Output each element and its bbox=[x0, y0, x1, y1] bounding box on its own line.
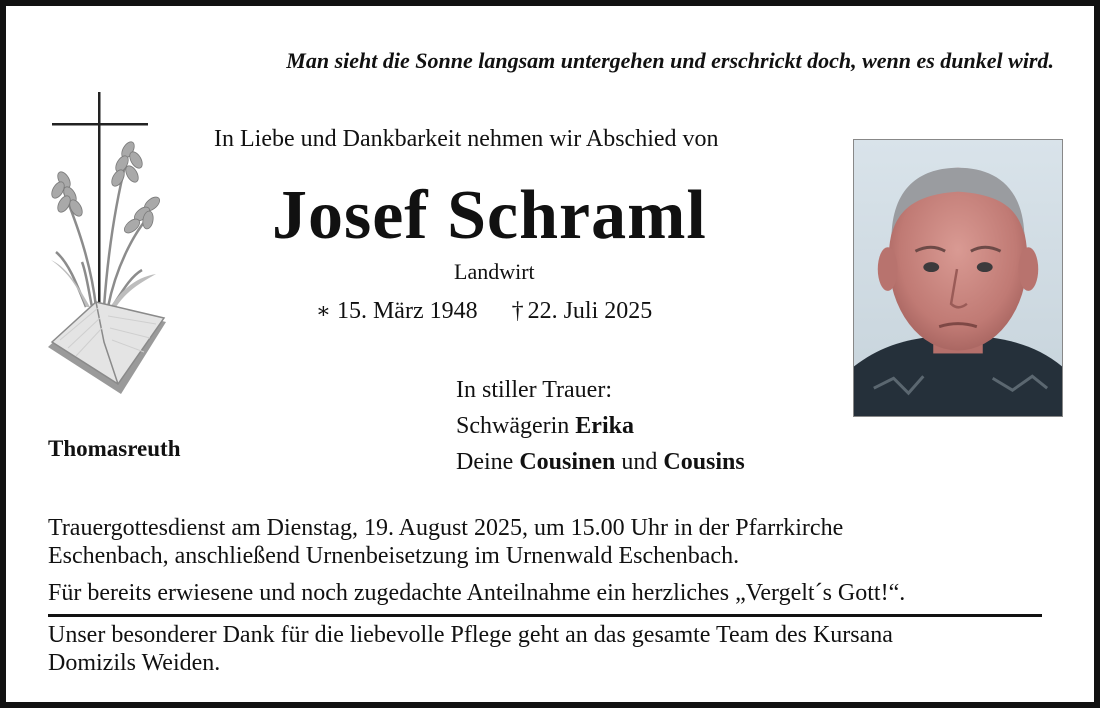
place-name: Thomasreuth bbox=[48, 436, 181, 461]
service-info: Trauergottesdienst am Dienstag, 19. August 2025, um 15.00 Uhr in der Pfarrkirche Eschenbach, anschließend Urnenbeisetzung im Urnenwald Eschenbach. bbox=[48, 515, 844, 569]
deceased-occupation: Landwirt bbox=[454, 259, 535, 284]
motto-quote: Man sieht die Sonne langsam untergehen und erschrickt doch, wenn es dunkel wird. bbox=[286, 48, 1054, 73]
mourner-name-erika: Erika bbox=[575, 413, 634, 439]
cross-wheat-book-emblem bbox=[46, 92, 171, 397]
open-book-icon bbox=[48, 302, 166, 394]
farewell-intro: In Liebe und Dankbarkeit nehmen wir Abschied von bbox=[214, 126, 719, 152]
birth-date: 15. März 1948 bbox=[336, 298, 478, 324]
portrait-photo bbox=[853, 139, 1063, 417]
death-date: 22. Juli 2025 bbox=[527, 298, 653, 324]
deceased-name: Josef Schraml bbox=[272, 177, 707, 254]
divider-line bbox=[48, 614, 1042, 617]
mourner-line-2: Deine Cousinen und Cousins bbox=[456, 449, 745, 475]
thanks-text: Für bereits erwiesene und noch zugedachte Anteilnahme ein herzliches „Vergelt´s Gott!“. bbox=[48, 580, 906, 606]
special-thanks: Unser besonderer Dank für die liebevolle Pflege geht an das gesamte Team des Kursana Domizils Weiden. bbox=[48, 622, 893, 676]
mourner-line-1: Schwägerin Erika bbox=[456, 413, 634, 439]
wheat-ears-icon bbox=[49, 140, 162, 236]
life-dates bbox=[316, 298, 652, 325]
birth-star-icon: ∗ bbox=[316, 298, 331, 323]
death-cross-icon: † bbox=[511, 298, 524, 324]
mourners-block bbox=[456, 372, 745, 480]
mourners-heading: In stiller Trauer: bbox=[456, 377, 612, 403]
